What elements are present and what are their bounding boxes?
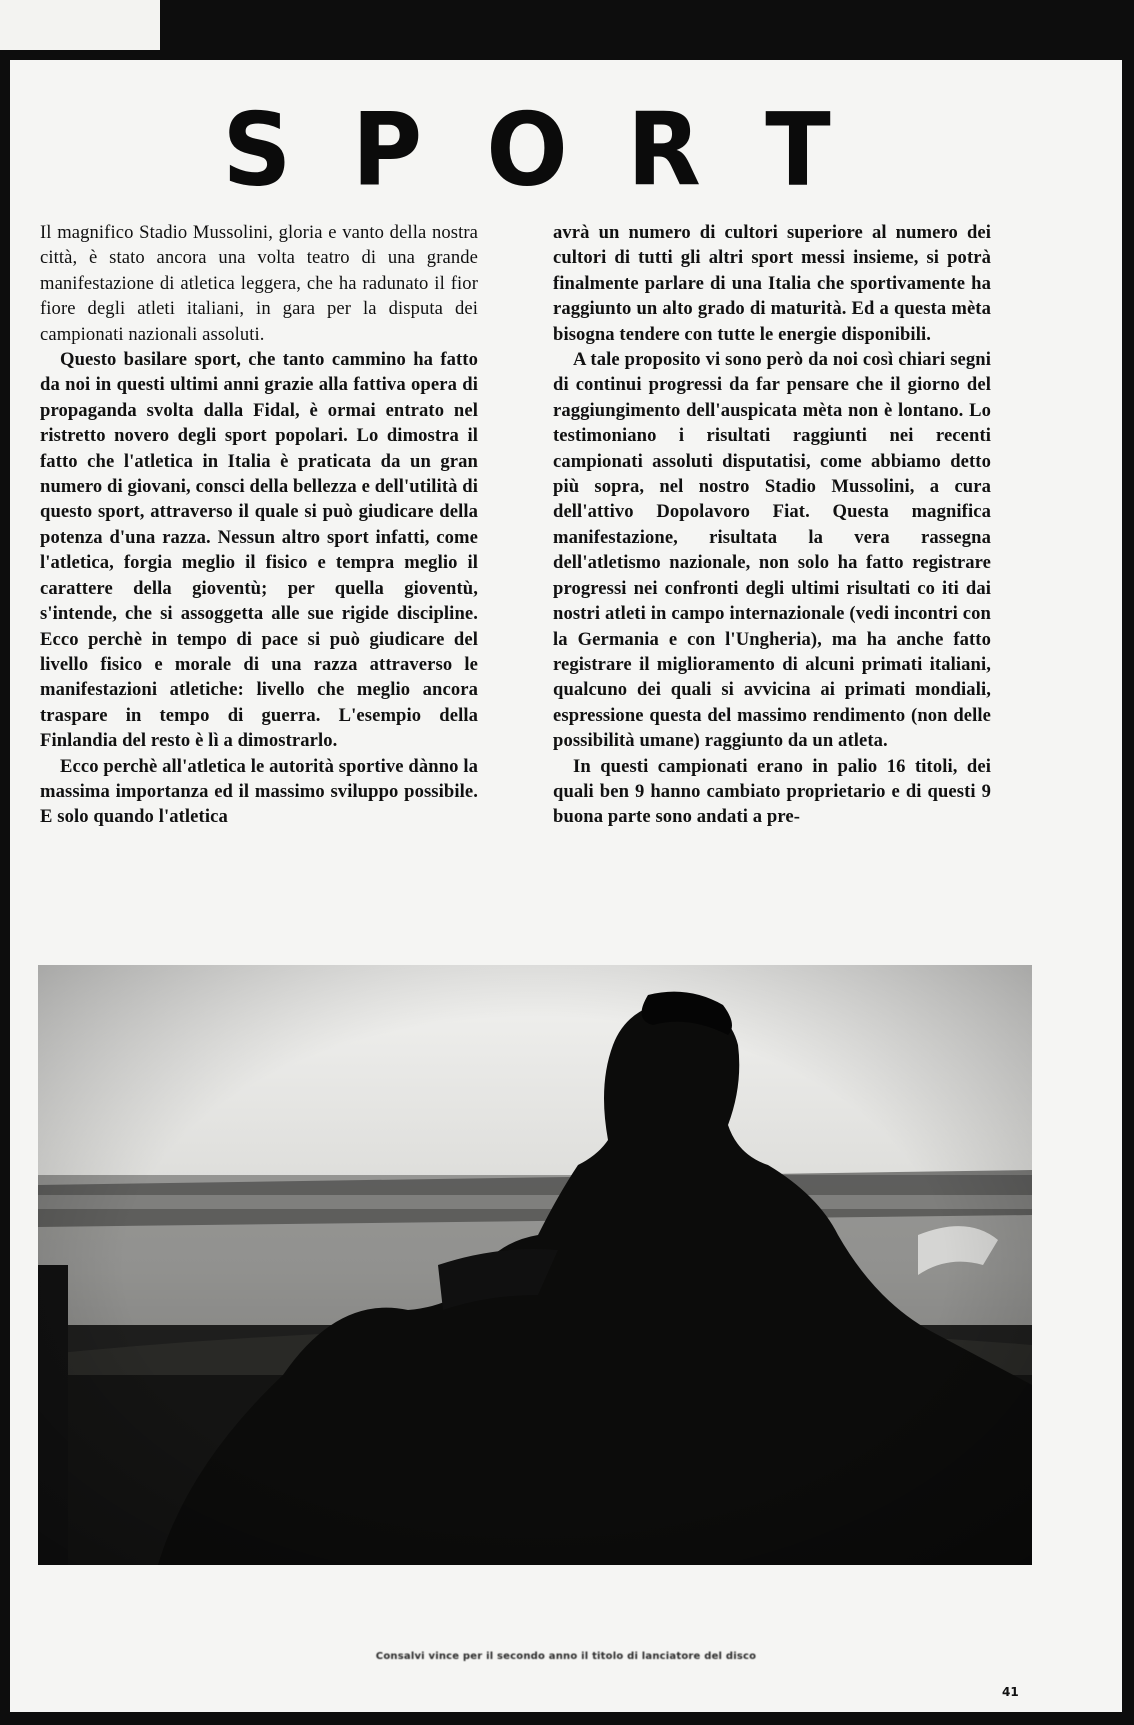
magazine-page xyxy=(10,60,1122,1712)
paragraph: Ecco perchè all'atletica le autorità sportive dànno la massima importanza ed il massimo sviluppo possibile. E solo quando l'atletica xyxy=(40,755,478,828)
heading-letter: R xyxy=(627,91,701,209)
paragraph: avrà un numero di cultori superiore al numero dei cultori di tutti gli altri sport messi insieme, si potrà finalmente parlare di una Italia che sportivamente ha raggiunto un alto grado di maturità. Ed a questa mèta bisogna tendere con tutte le energie disponibili. xyxy=(553,222,991,345)
paragraph: A tale proposito vi sono però da noi così chiari segni di continui progressi da far pensare che il giorno del raggiungimento dell'auspicata mèta non è lontano. Lo testimoniano i risultati raggiunti nei recenti campionati assoluti disputatisi, come abbiamo detto più sopra, nel nostro Stadio Mussolini, a cura dell'attivo Dopolavoro Fiat. Questa magnifica manifestazione, risultata la vera rassegna dell'atletismo nazionale, non solo ha fatto registrare progressi nei confronti degli ultimi risultati co iti dai nostri atleti in campo internazionale (vedi incontri con la Germania e con l'Ungheria), ma ha anche fatto registrare il miglioramento di alcuni primati italiani, qualcuno dei quali si avvicina ai primati mondiali, espressione questa del massimo rendimento (non delle possibilità umane) raggiunto da un atleta. xyxy=(553,349,991,752)
article-column-left xyxy=(40,220,478,830)
photo-caption: Consalvi vince per il secondo anno il titolo di lanciatore del disco xyxy=(375,1651,757,1662)
article-column-right xyxy=(553,220,991,830)
paragraph: In questi campionati erano in palio 16 titoli, dei quali ben 9 hanno cambiato proprietario e di questi 9 buona parte sono andati a pre- xyxy=(553,755,991,828)
athlete-photo xyxy=(38,965,1032,1565)
section-heading xyxy=(10,90,1122,210)
heading-letter: S xyxy=(222,91,292,209)
paragraph: Il magnifico Stadio Mussolini, gloria e vanto della nostra città, è stato ancora una volta teatro di una grande manifestazione di atletica leggera, che ha radunato il fior fiore degli atleti italiani, in gara per la disputa dei campionati nazionali assoluti. xyxy=(40,222,478,345)
heading-letter: T xyxy=(765,91,831,209)
scan-margin xyxy=(0,0,160,50)
page-number: 41 xyxy=(1002,1685,1019,1699)
heading-letter: P xyxy=(351,91,423,209)
paragraph: Questo basilare sport, che tanto cammino ha fatto da noi in questi ultimi anni grazie alla fattiva opera di propaganda svolta dalla Fidal, è ormai entrato nel ristretto novero degli sport popolari. Lo dimostra il fatto che l'atletica in Italia è praticata da un gran numero di giovani, consci della bellezza e dell'utilità di questo sport, attraverso il quale si può giudicare della potenza d'una razza. Nessun altro sport infatti, come l'atletica, forgia meglio il fisico e tempra meglio il carattere della gioventù; per quella gioventù, s'intende, che si assoggetta alle sue rigide discipline. Ecco perchè in tempo di pace si può giudicare del livello fisico e morale di una razza attraverso le manifestazioni atletiche: livello che meglio ancora traspare in tempo di guerra. L'esempio della Finlandia del resto è lì a dimostrarlo. xyxy=(40,349,478,752)
heading-letter: O xyxy=(486,91,568,209)
